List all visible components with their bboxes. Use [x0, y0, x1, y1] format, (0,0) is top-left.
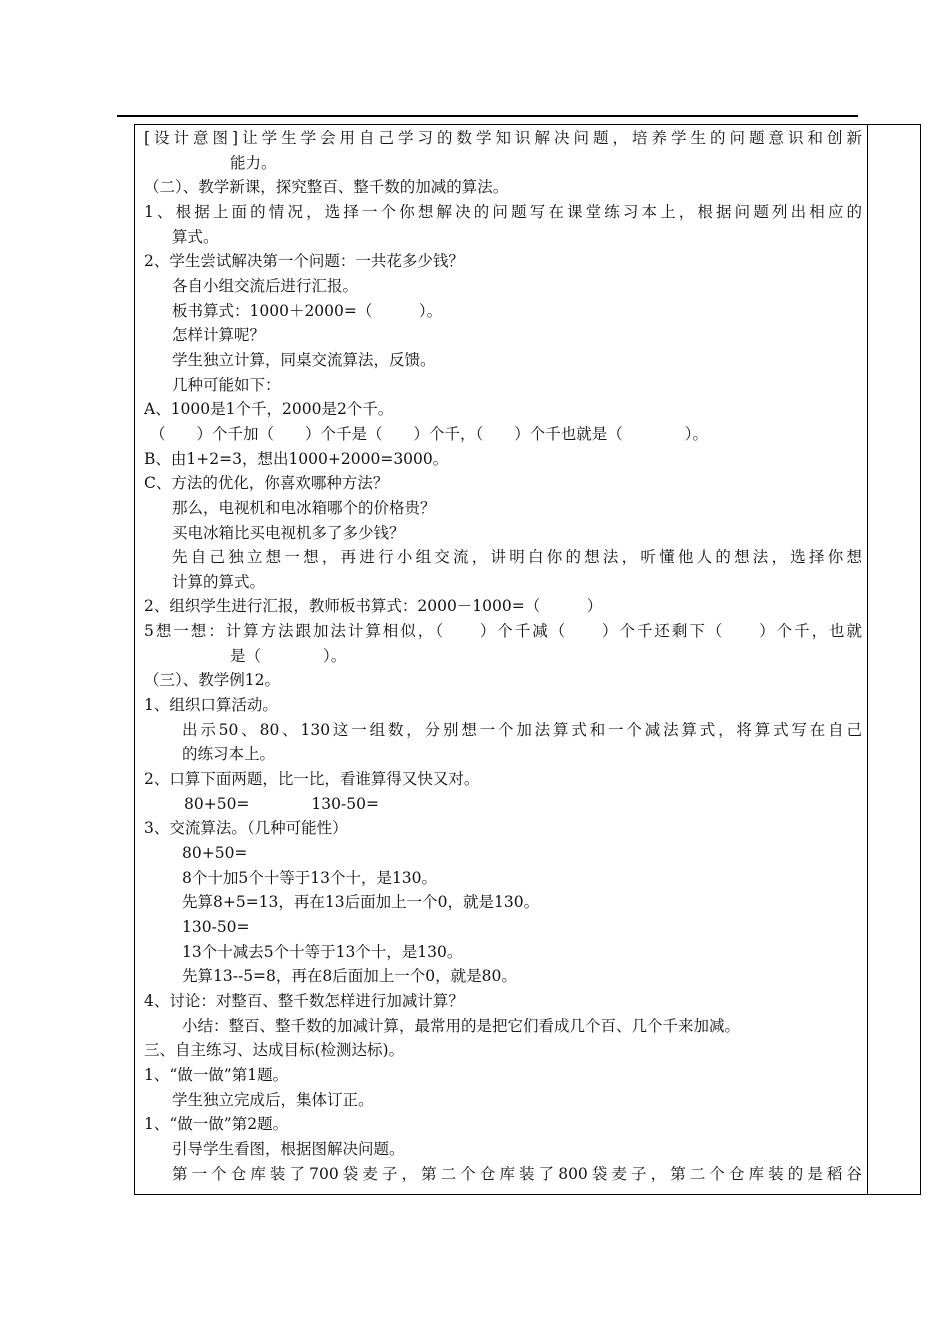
text-line: 1、“做一做”第2题。 — [144, 1115, 289, 1134]
text-line: 2、学生尝试解决第一个问题：一共花多少钱？ — [144, 252, 464, 271]
text-line: 2、口算下面两题，比一比，看谁算得又快又对。 — [144, 770, 480, 789]
text-line: 2、组织学生进行汇报，教师板书算式：2000－1000=（ ） — [144, 597, 603, 616]
table-column-divider — [867, 124, 868, 1195]
text-line: 1、组织口算活动。 — [144, 696, 278, 715]
text-line: 先自己独立想一想，再进行小组交流，讲明白你的想法，听懂他人的想法，选择你想 — [172, 548, 862, 567]
text-line: 几种可能如下： — [172, 375, 281, 394]
text-line: 小结：整百、整千数的加减计算，最常用的是把它们看成几个百、几个千来加减。 — [182, 1016, 741, 1035]
text-line: 8个十加5个十等于13个十，是130。 — [182, 868, 438, 887]
text-line: 学生独立计算，同桌交流算法，反馈。 — [172, 350, 436, 369]
text-line: 出示50、80、130这一组数，分别想一个加法算式和一个减法算式，将算式写在自己 — [182, 720, 862, 739]
text-line: 学生独立完成后，集体订正。 — [172, 1090, 374, 1109]
text-line: 1、根据上面的情况，选择一个你想解决的问题写在课堂练习本上，根据问题列出相应的 — [144, 202, 862, 221]
text-line: （二）、教学新课，探究整百、整千数的加减的算法。 — [144, 178, 509, 197]
text-line: （ ）个千加（ ）个千是（ ）个千，（ ）个千也就是（ ）。 — [150, 424, 709, 443]
text-line: 三、自主练习、达成目标(检测达标)。 — [144, 1041, 405, 1060]
text-line: B、由1+2=3，想出1000+2000=3000。 — [144, 449, 449, 468]
text-line: 80+50= — [182, 844, 248, 863]
text-line: 130-50= — [182, 918, 250, 936]
text-line: 板书算式：1000＋2000=（ ）。 — [172, 301, 443, 320]
lesson-plan-body — [144, 126, 862, 1186]
text-line: 那么，电视机和电冰箱哪个的价格贵？ — [172, 498, 436, 517]
text-line: 引导学生看图，根据图解决问题。 — [172, 1139, 405, 1158]
text-line: 算式。 — [172, 227, 219, 246]
text-line: 13个十减去5个十等于13个十，是130。 — [182, 942, 463, 961]
text-line: 计算的算式。 — [172, 572, 266, 591]
text-line: [设计意图]让学生学会用自己学习的数学知识解决问题，培养学生的问题意识和创新 — [144, 129, 862, 147]
text-line: A、1000是1个千，2000是2个千。 — [144, 400, 394, 419]
text-line: 的练习本上。 — [182, 745, 276, 764]
text-line: 怎样计算呢？ — [172, 326, 266, 345]
text-line: 3、交流算法。（几种可能性） — [144, 819, 348, 838]
text-line: 4、讨论：对整百、整千数怎样进行加减计算？ — [144, 991, 464, 1010]
text-line: C、方法的优化，你喜欢哪种方法？ — [144, 474, 389, 493]
text-line: 买电冰箱比买电视机多了多少钱？ — [172, 523, 405, 542]
text-line: 80+50= 130-50= — [184, 794, 379, 813]
text-line: 第一个仓库装了700袋麦子，第二个仓库装了800袋麦子，第二个仓库装的是稻谷 — [172, 1164, 862, 1183]
text-line: 能力。 — [230, 153, 277, 172]
text-line: 1、“做一做”第1题。 — [144, 1065, 289, 1084]
header-rule — [117, 115, 858, 117]
text-line: 先算8+5=13，再在13后面加上一个0，就是130。 — [182, 893, 540, 912]
text-line: 先算13--5=8，再在8后面加上一个0，就是80。 — [182, 967, 517, 986]
text-line: 5想一想：计算方法跟加法计算相似，（ ）个千减（ ）个千还剩下（ ）个千，也就 — [144, 622, 862, 641]
text-line: （三）、教学例12。 — [144, 671, 280, 690]
text-line: 是（ ）。 — [230, 646, 347, 665]
text-line: 各自小组交流后进行汇报。 — [172, 276, 359, 295]
